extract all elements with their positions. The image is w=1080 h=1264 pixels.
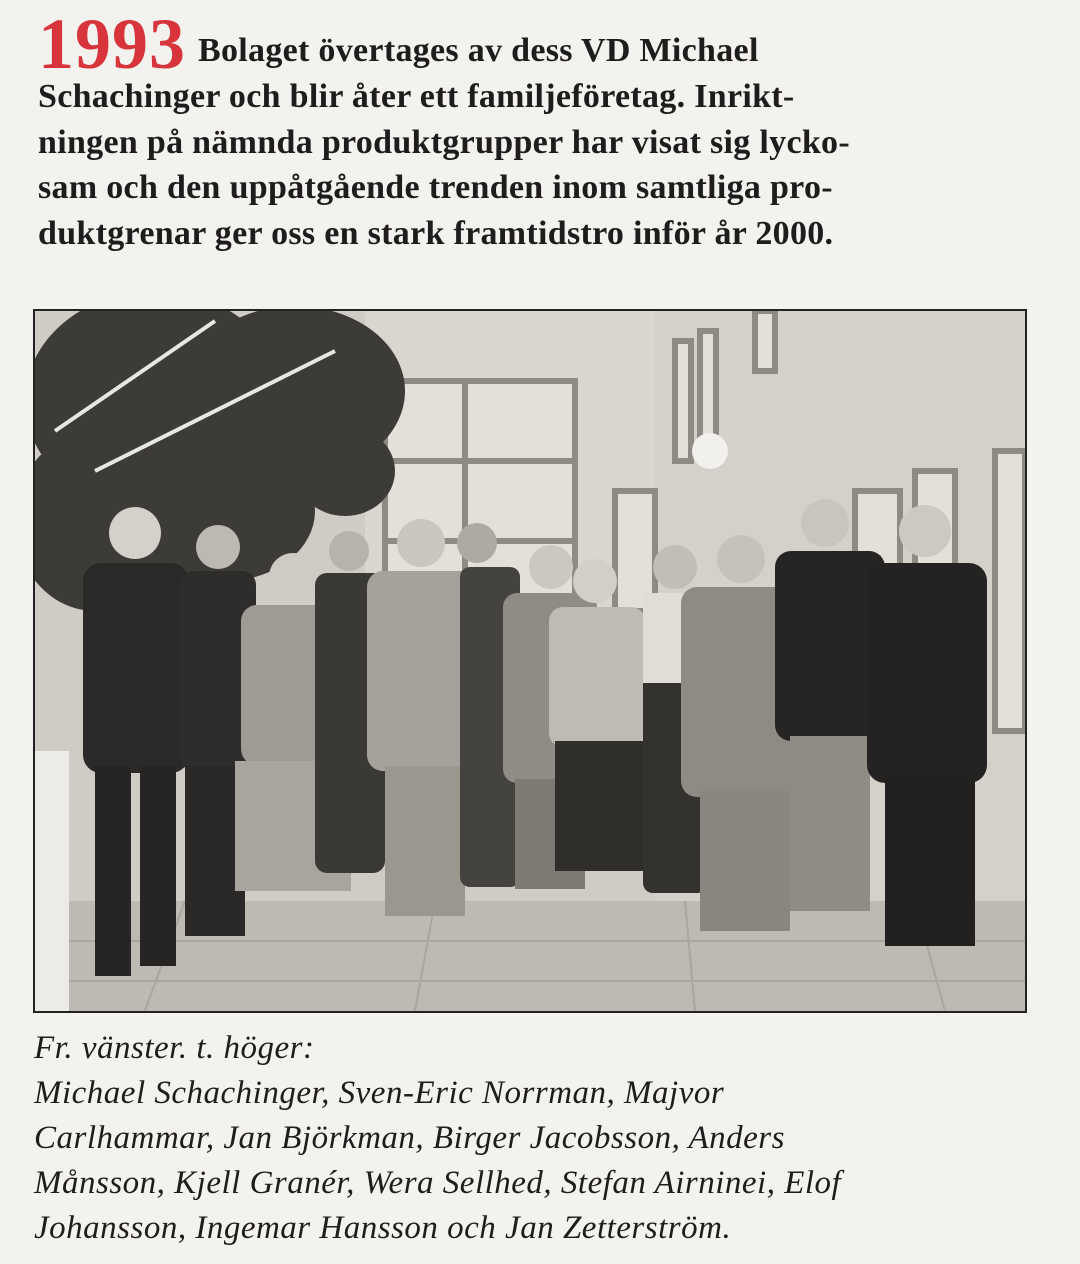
- intro-line-1: 1993 Bolaget övertages av dess VD Michael: [38, 4, 759, 84]
- caption-names-line-3: Månsson, Kjell Granér, Wera Sellhed, Stefan Airninei, Elof: [34, 1165, 842, 1201]
- intro-line-4: sam och den uppåtgående trenden inom samtliga pro-: [38, 169, 833, 206]
- intro-line-3: ningen på nämnda produktgrupper har visat sig lycko-: [38, 123, 850, 161]
- caption-names-line-2: Carlhammar, Jan Björkman, Birger Jacobsson, Anders: [34, 1120, 785, 1156]
- caption-heading: Fr. vänster. t. höger:: [34, 1030, 315, 1066]
- year-heading: 1993: [38, 4, 186, 84]
- group-photo-illustration: [35, 311, 1025, 1011]
- intro-line-2: Schachinger och blir åter ett familjeföretag. Inrikt-: [38, 78, 795, 115]
- caption-names-line-1: Michael Schachinger, Sven-Eric Norrman, Majvor: [34, 1075, 725, 1111]
- group-photo: [33, 309, 1027, 1013]
- intro-line-5: duktgrenar ger oss en stark framtidstro inför år 2000.: [38, 214, 834, 252]
- photo-caption: [34, 1026, 1044, 1251]
- caption-names-line-4: Johansson, Ingemar Hansson och Jan Zetterström.: [34, 1210, 732, 1246]
- intro-paragraph: [38, 4, 1038, 256]
